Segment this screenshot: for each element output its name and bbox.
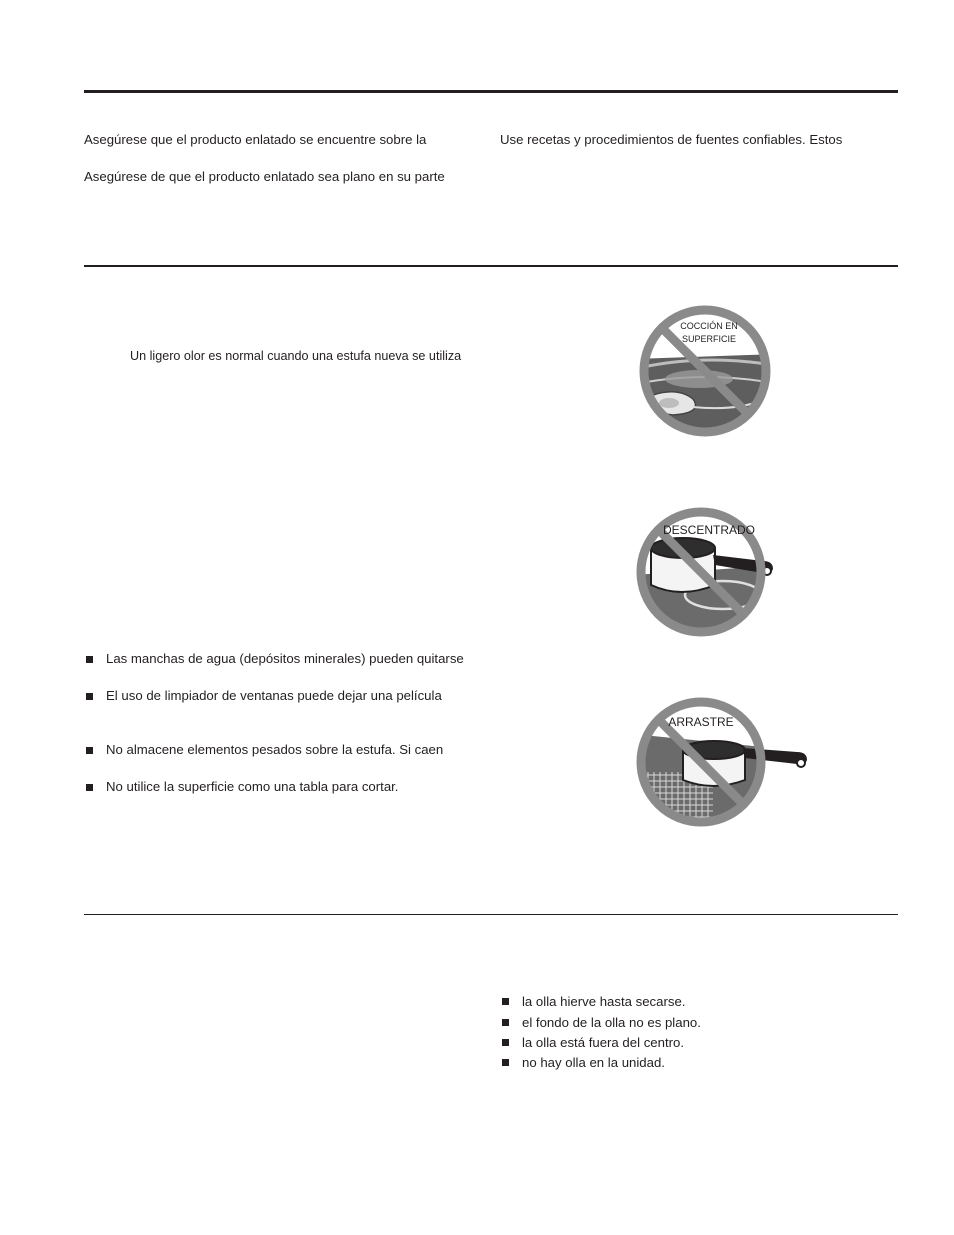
bullet-marker	[86, 693, 93, 700]
middle-section-rule	[84, 265, 898, 267]
bullet-marker	[502, 1059, 509, 1066]
bullet-marker	[502, 1019, 509, 1026]
no-off-center-pot-icon	[633, 503, 783, 641]
top-section-rule	[84, 90, 898, 93]
sign-label-surface-line2: SUPERFICIE	[681, 334, 737, 344]
sign-label-dragging: ARRASTRE	[668, 715, 734, 729]
bottom-section-rule	[84, 914, 898, 915]
no-dragging-pot-icon	[633, 694, 813, 830]
bullet-no-pot: no hay olla en la unidad.	[522, 1055, 665, 1070]
bullet-marker	[86, 747, 93, 754]
odor-intro-text: Un ligero olor es normal cuando una estufa nueva se utiliza	[130, 349, 462, 363]
bullet-not-flat: el fondo de la olla no es plano.	[522, 1015, 701, 1030]
bullet-window-cleaner: El uso de limpiador de ventanas puede dejar una película	[106, 688, 442, 703]
bullet-marker	[86, 656, 93, 663]
canning-paragraph-1: Asegúrese que el producto enlatado se encuentre sobre la	[84, 132, 427, 147]
bullet-cutting-board: No utilice la superficie como una tabla para cortar.	[106, 779, 399, 794]
no-surface-cooking-icon	[633, 299, 777, 443]
bullet-heavy-items: No almacene elementos pesados sobre la estufa. Si caen	[106, 742, 444, 757]
bullet-water-stains: Las manchas de agua (depósitos minerales) pueden quitarse	[106, 651, 464, 666]
recipes-paragraph: Use recetas y procedimientos de fuentes confiables. Estos	[500, 132, 843, 147]
bullet-marker	[86, 784, 93, 791]
sign-label-off-center: DESCENTRADO	[662, 523, 756, 537]
bullet-off-center: la olla está fuera del centro.	[522, 1035, 685, 1050]
bullet-boils-dry: la olla hierve hasta secarse.	[522, 994, 686, 1009]
canning-paragraph-2: Asegúrese de que el producto enlatado sea plano en su parte	[84, 169, 445, 184]
sign-label-surface-line1: COCCIÓN EN	[680, 321, 738, 331]
bullet-marker	[502, 998, 509, 1005]
bullet-marker	[502, 1039, 509, 1046]
